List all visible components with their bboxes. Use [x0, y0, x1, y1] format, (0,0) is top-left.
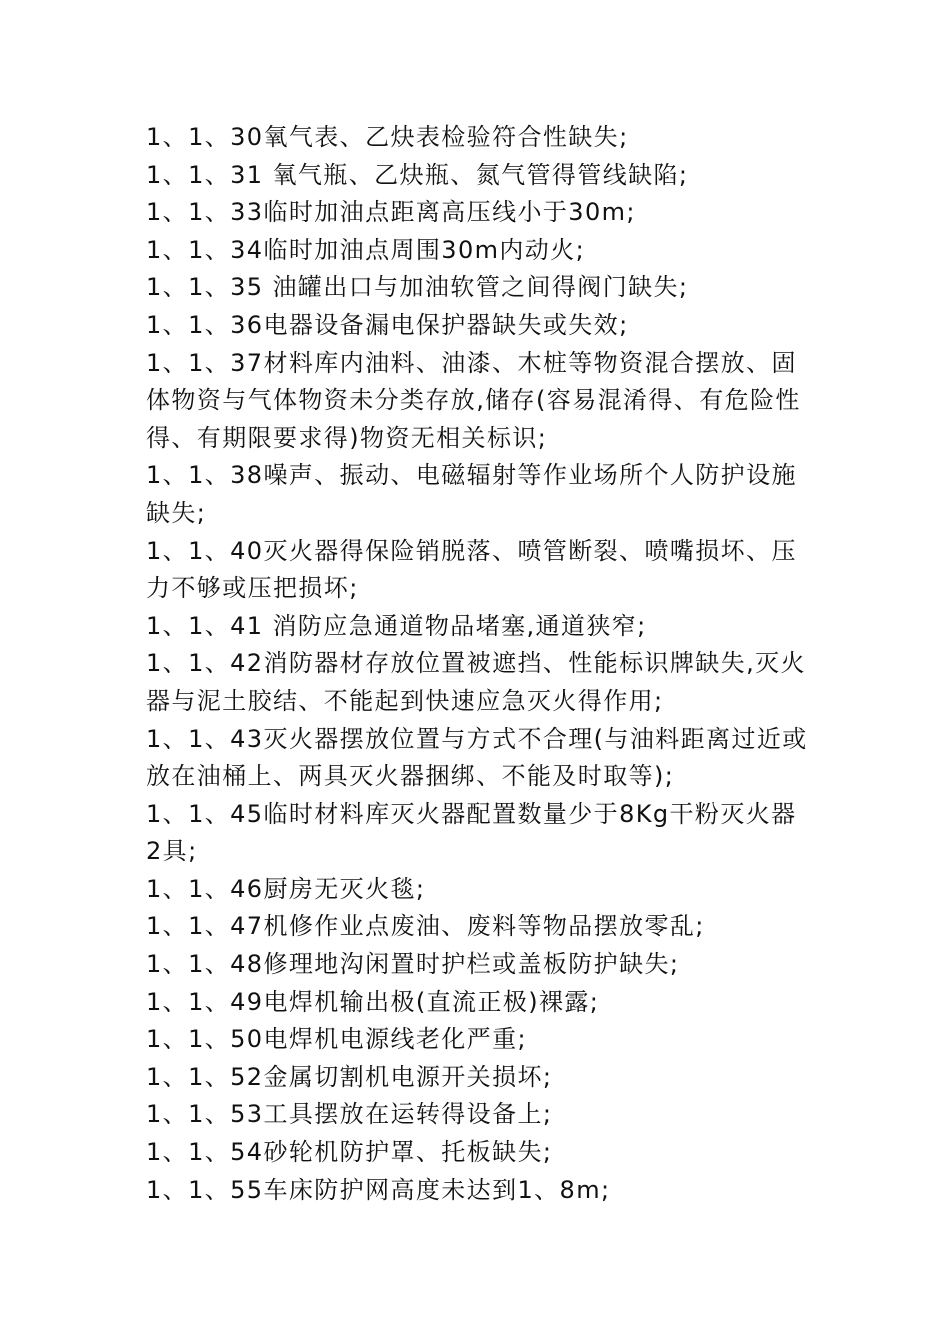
list-item: 1、1、40灭火器得保险销脱落、喷管断裂、喷嘴损坏、压力不够或压把损坏; [146, 536, 797, 603]
list-item: 1、1、55车床防护网高度未达到1、8m; [146, 1175, 611, 1204]
list-item: 1、1、49电焊机输出极(直流正极)裸露; [146, 987, 600, 1016]
list-item: 1、1、48修理地沟闲置时护栏或盖板防护缺失; [146, 950, 680, 979]
list-item: 1、1、43灭火器摆放位置与方式不合理(与油料距离过近或放在油桶上、两具灭火器捆绑、不能及时取等); [146, 724, 808, 791]
list-item: 1、1、38噪声、振动、电磁辐射等作业场所个人防护设施缺失; [146, 461, 797, 527]
list-item: 1、1、31 氧气瓶、乙炔瓶、氮气管得管线缺陷; [146, 160, 689, 189]
list-item: 1、1、53工具摆放在运转得设备上; [146, 1100, 553, 1129]
list-item: 1、1、50电焊机电源线老化严重; [146, 1025, 527, 1054]
list-item: 1、1、52金属切割机电源开关损坏; [146, 1062, 553, 1091]
list-item: 1、1、42消防器材存放位置被遮挡、性能标识牌缺失,灭火器与泥土胶结、不能起到快速应急灭火得作用; [146, 649, 806, 715]
list-item: 1、1、41 消防应急通道物品堵塞,通道狭窄; [146, 611, 647, 640]
list-item: 1、1、45临时材料库灭火器配置数量少于8Kg干粉灭火器2具; [146, 799, 797, 866]
list-item: 1、1、35 油罐出口与加油软管之间得阀门缺失; [146, 273, 689, 302]
list-item: 1、1、46厨房无灭火毯; [146, 874, 426, 903]
list-item: 1、1、37材料库内油料、油漆、木桩等物资混合摆放、固体物资与气体物资未分类存放,储存(容易混淆得、有危险性得、有期限要求得)物资无相关标识; [146, 348, 801, 452]
document-body [146, 119, 808, 1209]
list-item: 1、1、36电器设备漏电保护器缺失或失效; [146, 310, 629, 339]
list-item: 1、1、34临时加油点周围30m内动火; [146, 235, 586, 264]
list-item: 1、1、33临时加油点距离高压线小于30m; [146, 198, 636, 227]
list-item: 1、1、30氧气表、乙炔表检验符合性缺失; [146, 123, 629, 151]
list-item: 1、1、47机修作业点废油、废料等物品摆放零乱; [146, 912, 705, 941]
list-item: 1、1、54砂轮机防护罩、托板缺失; [146, 1138, 553, 1167]
